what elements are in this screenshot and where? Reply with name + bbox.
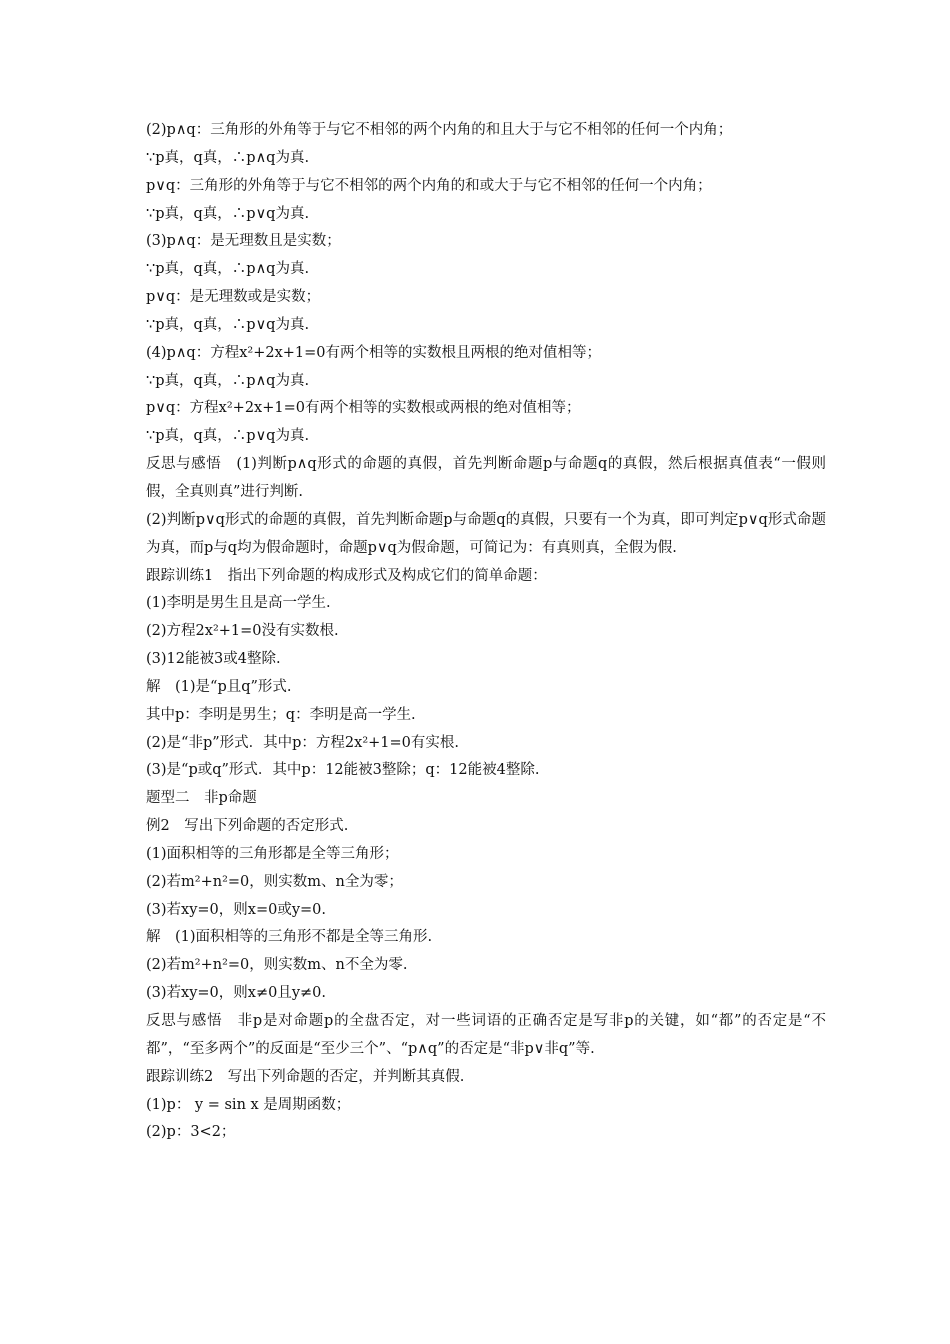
reflection-paragraph: (2)判断p∨q形式的命题的真假，首先判断命题p与命题q的真假，只要有一个为真，即可判定p∨q形式命题为真，而p与q均为假命题时，命题p∨q为假命题，可简记为：有真则真，全假为假. <box>146 511 826 556</box>
text-line: (3)12能被3或4整除. <box>146 651 281 668</box>
text-line: ∵p真，q真，∴p∧q为真. <box>146 261 310 278</box>
text-line: (3)若xy=0，则x=0或y=0. <box>146 901 327 918</box>
text-line: p∨q：是无理数或是实数； <box>146 289 321 306</box>
solution-line: 解 (1)面积相等的三角形不都是全等三角形. <box>146 929 433 946</box>
text-line: (3)若xy=0，则x≠0且y≠0. <box>146 985 327 1002</box>
document-body <box>146 117 826 1147</box>
example-heading: 例2 写出下列命题的否定形式. <box>146 818 349 835</box>
text-line: ∵p真，q真，∴p∧q为真. <box>146 149 310 166</box>
reflection-paragraph: 反思与感悟 (1)判断p∧q形式的命题的真假，首先判断命题p与命题q的真假，然后根据真值表“一假则假，全真则真”进行判断. <box>146 456 826 500</box>
exercise-heading: 跟踪训练2 写出下列命题的否定，并判断其真假. <box>146 1068 465 1085</box>
text-line: (2)是“非p”形式．其中p：方程2x²+1=0有实根. <box>146 734 460 751</box>
text-line: (2)方程2x²+1=0没有实数根. <box>146 623 339 640</box>
text-line: ∵p真，q真，∴p∨q为真. <box>146 205 310 222</box>
text-line: p∨q：三角形的外角等于与它不相邻的两个内角的和或大于与它不相邻的任何一个内角； <box>146 177 712 194</box>
text-line: (2)若m²+n²=0，则实数m、n全为零； <box>146 873 403 890</box>
text-line: (1)李明是男生且是高一学生. <box>146 595 331 612</box>
section-heading: 题型二 非p命题 <box>146 790 257 807</box>
text-line: (4)p∧q：方程x²+2x+1=0有两个相等的实数根且两根的绝对值相等； <box>146 344 602 361</box>
text-line: (1)p： y = sin x 是周期函数； <box>146 1096 351 1113</box>
text-line: (3)p∧q：是无理数且是实数； <box>146 233 341 250</box>
text-line: ∵p真，q真，∴p∧q为真. <box>146 372 310 389</box>
reflection-paragraph: 反思与感悟 非p是对命题p的全盘否定，对一些词语的正确否定是写非p的关键，如“都”的否定是“不都”，“至多两个”的反面是“至少三个”、“p∧q”的否定是“非p∨非q”等. <box>146 1013 826 1057</box>
text-line: 其中p：李明是男生；q：李明是高一学生. <box>146 706 416 723</box>
text-line: p∨q：方程x²+2x+1=0有两个相等的实数根或两根的绝对值相等； <box>146 400 581 417</box>
text-line: (3)是“p或q”形式．其中p：12能被3整除；q：12能被4整除. <box>146 762 540 779</box>
text-line: (2)若m²+n²=0，则实数m、n不全为零. <box>146 957 408 974</box>
text-line: (1)面积相等的三角形都是全等三角形； <box>146 845 399 862</box>
text-line: ∵p真，q真，∴p∨q为真. <box>146 316 310 333</box>
solution-line: 解 (1)是“p且q”形式. <box>146 678 292 695</box>
text-line: (2)p：3<2； <box>146 1124 236 1141</box>
text-line: ∵p真，q真，∴p∨q为真. <box>146 428 310 445</box>
exercise-heading: 跟踪训练1 指出下列命题的构成形式及构成它们的简单命题： <box>146 567 547 584</box>
text-line: (2)p∧q：三角形的外角等于与它不相邻的两个内角的和且大于与它不相邻的任何一个内角； <box>146 122 733 138</box>
